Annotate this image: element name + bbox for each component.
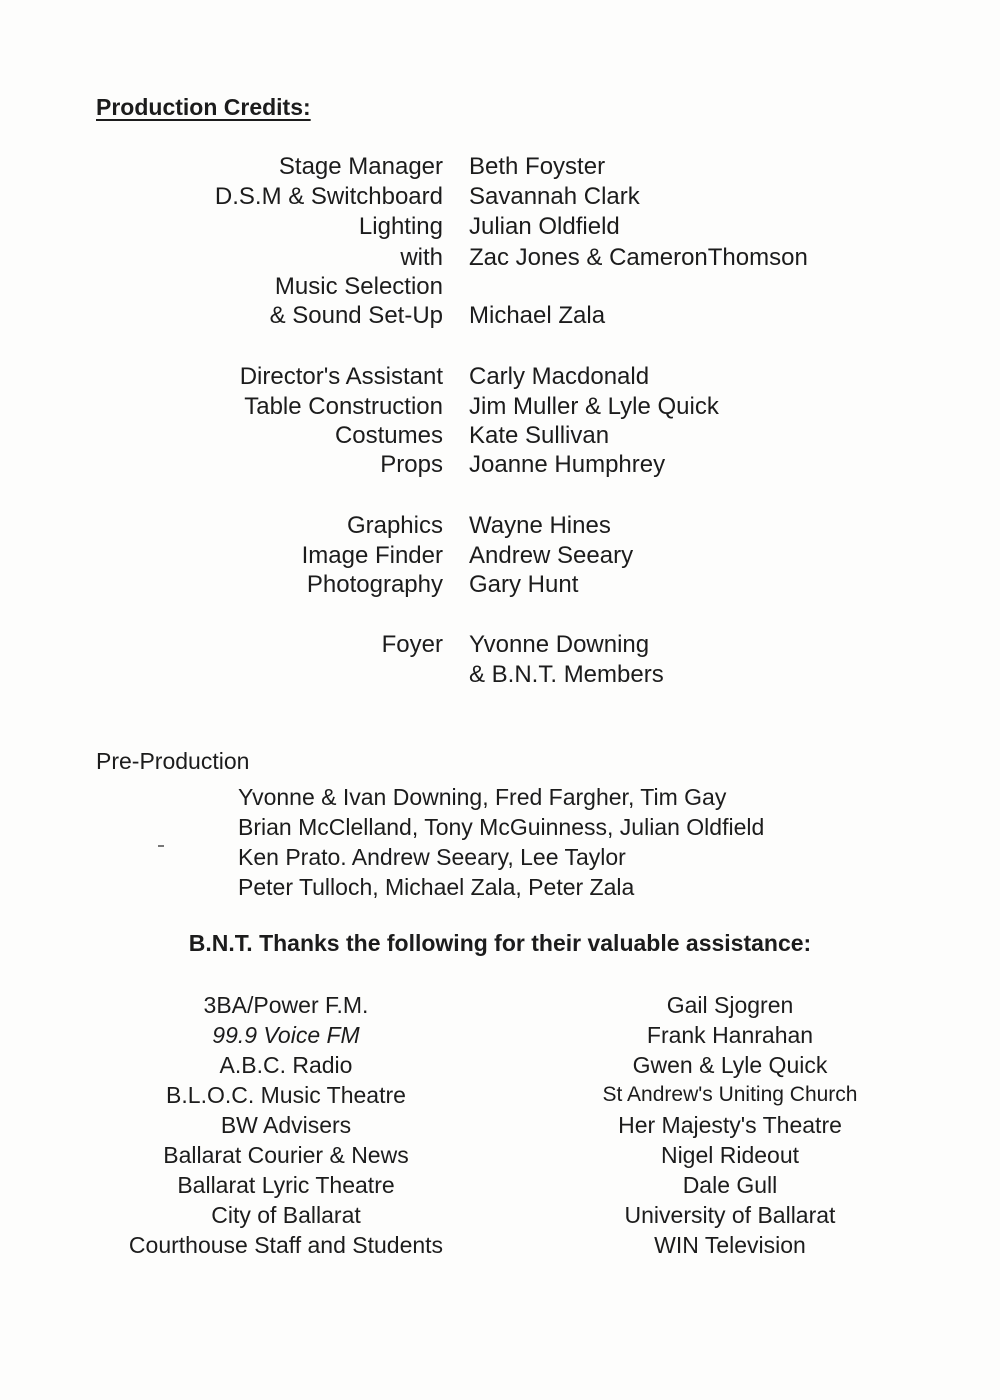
credit-role: Stage Manager xyxy=(278,153,443,180)
thanks-item: City of Ballarat xyxy=(211,1202,361,1228)
credit-name: Carly Macdonald xyxy=(469,363,650,390)
credit-row xyxy=(0,512,1000,542)
credit-name: Wayne Hines xyxy=(469,512,611,539)
credit-role: Table Construction xyxy=(244,393,443,420)
credit-name: Jim Muller & Lyle Quick xyxy=(469,393,719,420)
thanks-item: BW Advisers xyxy=(220,1112,352,1138)
credit-row xyxy=(0,422,1000,452)
credit-role: & Sound Set-Up xyxy=(269,302,443,329)
thanks-item: Gwen & Lyle Quick xyxy=(632,1052,828,1078)
pre-production-line: Brian McClelland, Tony McGuinness, Julian Oldfield xyxy=(238,814,765,840)
credit-row xyxy=(0,631,1000,661)
credit-row xyxy=(0,451,1000,481)
thanks-item: Ballarat Courier & News xyxy=(163,1142,409,1168)
thanks-item: A.B.C. Radio xyxy=(219,1052,353,1078)
credit-role: Foyer xyxy=(381,631,443,658)
thanks-item: 99.9 Voice FM xyxy=(212,1022,360,1048)
credit-name: Savannah Clark xyxy=(469,183,640,210)
pre-production-list xyxy=(238,782,764,902)
credit-name: Yvonne Downing xyxy=(469,631,650,658)
credit-role: Props xyxy=(380,451,443,478)
thanks-item: Nigel Rideout xyxy=(660,1142,800,1168)
credit-row xyxy=(0,213,1000,243)
credit-row xyxy=(0,363,1000,393)
credit-row xyxy=(0,244,1000,274)
thanks-right-column xyxy=(560,990,900,1260)
credit-role: with xyxy=(400,244,443,271)
credit-role: Image Finder xyxy=(301,542,443,569)
credit-role: Costumes xyxy=(334,422,443,449)
credit-role: Photography xyxy=(306,571,443,598)
credit-name: Julian Oldfield xyxy=(469,213,620,240)
credit-row xyxy=(0,153,1000,183)
credit-row xyxy=(0,542,1000,572)
credit-role: Graphics xyxy=(346,512,443,539)
thanks-item: University of Ballarat xyxy=(624,1202,836,1228)
pre-production-label: Pre-Production xyxy=(96,748,250,774)
thanks-item: St Andrew's Uniting Church xyxy=(602,1083,858,1106)
credit-name: Beth Foyster xyxy=(469,153,606,180)
credit-row xyxy=(0,393,1000,423)
thanks-item: Dale Gull xyxy=(682,1172,778,1198)
thanks-item: Her Majesty's Theatre xyxy=(618,1112,842,1138)
page-heading: Production Credits: xyxy=(96,94,311,120)
thanks-item: 3BA/Power F.M. xyxy=(203,992,369,1018)
credit-role: D.S.M & Switchboard xyxy=(214,183,443,210)
credit-role: Music Selection xyxy=(274,273,443,300)
thanks-item: Frank Hanrahan xyxy=(646,1022,814,1048)
scan-speck xyxy=(158,845,164,847)
thanks-item: WIN Television xyxy=(654,1232,806,1258)
credit-name: Joanne Humphrey xyxy=(469,451,666,478)
credit-name: & B.N.T. Members xyxy=(469,661,664,688)
credit-name: Zac Jones & CameronThomson xyxy=(469,244,808,271)
thanks-item: Ballarat Lyric Theatre xyxy=(177,1172,395,1198)
credit-row xyxy=(0,183,1000,213)
credit-name: Andrew Seeary xyxy=(469,542,634,569)
credit-role: Director's Assistant xyxy=(239,363,443,390)
credit-row xyxy=(0,571,1000,601)
thanks-title: B.N.T. Thanks the following for their valuable assistance: xyxy=(188,930,812,956)
thanks-item: Gail Sjogren xyxy=(666,992,794,1018)
thanks-item: Courthouse Staff and Students xyxy=(128,1232,444,1258)
credit-name: Michael Zala xyxy=(469,302,606,329)
pre-production-line: Yvonne & Ivan Downing, Fred Fargher, Tim Gay xyxy=(238,784,727,810)
credit-name: Gary Hunt xyxy=(469,571,579,598)
credit-role: Lighting xyxy=(358,213,443,240)
thanks-left-column xyxy=(96,990,476,1260)
pre-production-line: Ken Prato. Andrew Seeary, Lee Taylor xyxy=(238,844,626,870)
pre-production-line: Peter Tulloch, Michael Zala, Peter Zala xyxy=(238,874,635,900)
credit-name: Kate Sullivan xyxy=(469,422,610,449)
credit-row xyxy=(0,273,1000,303)
credit-row xyxy=(0,661,1000,691)
credit-row xyxy=(0,302,1000,332)
thanks-item: B.L.O.C. Music Theatre xyxy=(166,1082,406,1108)
